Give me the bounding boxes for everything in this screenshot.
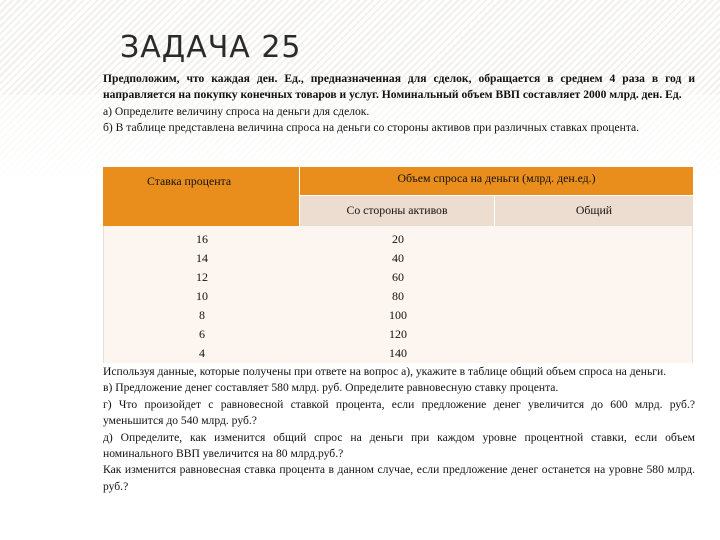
question-total: Используя данные, которые получены при ответе на вопрос а), укажите в таблице общий объем спроса на деньги. — [103, 365, 667, 378]
demand-header: Объем спроса на деньги (млрд. ден.ед.) — [300, 167, 693, 196]
table-row — [104, 327, 694, 346]
rate-cell: 4 — [199, 346, 205, 360]
money-demand-table — [103, 167, 693, 363]
table-row — [104, 270, 694, 289]
assets-cell: 20 — [392, 232, 404, 246]
table-row — [104, 346, 694, 365]
question-d: д) Определите, как изменится общий спрос на деньги при каждом уровне процентной ставки, если объем номинального ВВП увеличится на 80 млрд.руб.? — [103, 430, 695, 461]
rate-cell: 6 — [199, 327, 205, 341]
problem-intro — [103, 71, 695, 137]
question-b: б) В таблице представлена величина спроса на деньги со стороны активов при различных ставках процента. — [103, 121, 640, 135]
assets-cell: 40 — [392, 251, 404, 265]
assets-header: Со стороны активов — [300, 196, 495, 226]
table-row — [104, 308, 694, 327]
question-final: Как изменится равновесная ставка процента в данном случае, если предложение денег останется на уровне 580 млрд. руб.? — [103, 463, 695, 493]
assets-cell: 120 — [389, 327, 407, 341]
slide-title: ЗАДАЧА 25 — [120, 30, 302, 65]
rate-cell: 12 — [196, 270, 208, 284]
table-row — [104, 289, 694, 308]
intro-lead: Предположим, что каждая ден. Ед., предназначенная для сделок, обращается в среднем 4 раза в год и направляется на покупку конечных товаров и услуг. Номинальный объем ВВП составляет 2000 млрд. ден. Ед. — [103, 72, 695, 102]
table-body — [103, 226, 693, 363]
assets-cell: 80 — [392, 289, 404, 303]
total-header: Общий — [495, 196, 693, 226]
rate-header-cell — [103, 167, 300, 226]
assets-cell: 100 — [389, 308, 407, 322]
assets-cell: 140 — [389, 346, 407, 360]
follow-up-questions — [103, 364, 695, 495]
question-a: а) Определите величину спроса на деньги для сделок. — [103, 104, 370, 118]
question-v: в) Предложение денег составляет 580 млрд. руб. Определите равновесную ставку процента. — [103, 381, 559, 395]
assets-cell: 60 — [392, 270, 404, 284]
table-row — [104, 232, 694, 251]
rate-cell: 14 — [196, 251, 208, 265]
rate-cell: 10 — [196, 289, 208, 303]
rate-header: Ставка процента — [147, 174, 232, 188]
rate-cell: 8 — [199, 308, 205, 322]
question-g: г) Что произойдет с равновесной ставкой процента, если предложение денег увеличится до 600 млрд. руб.? уменьшится до 540 млрд. руб.? — [103, 397, 695, 428]
rate-cell: 16 — [196, 232, 208, 246]
table-row — [104, 251, 694, 270]
